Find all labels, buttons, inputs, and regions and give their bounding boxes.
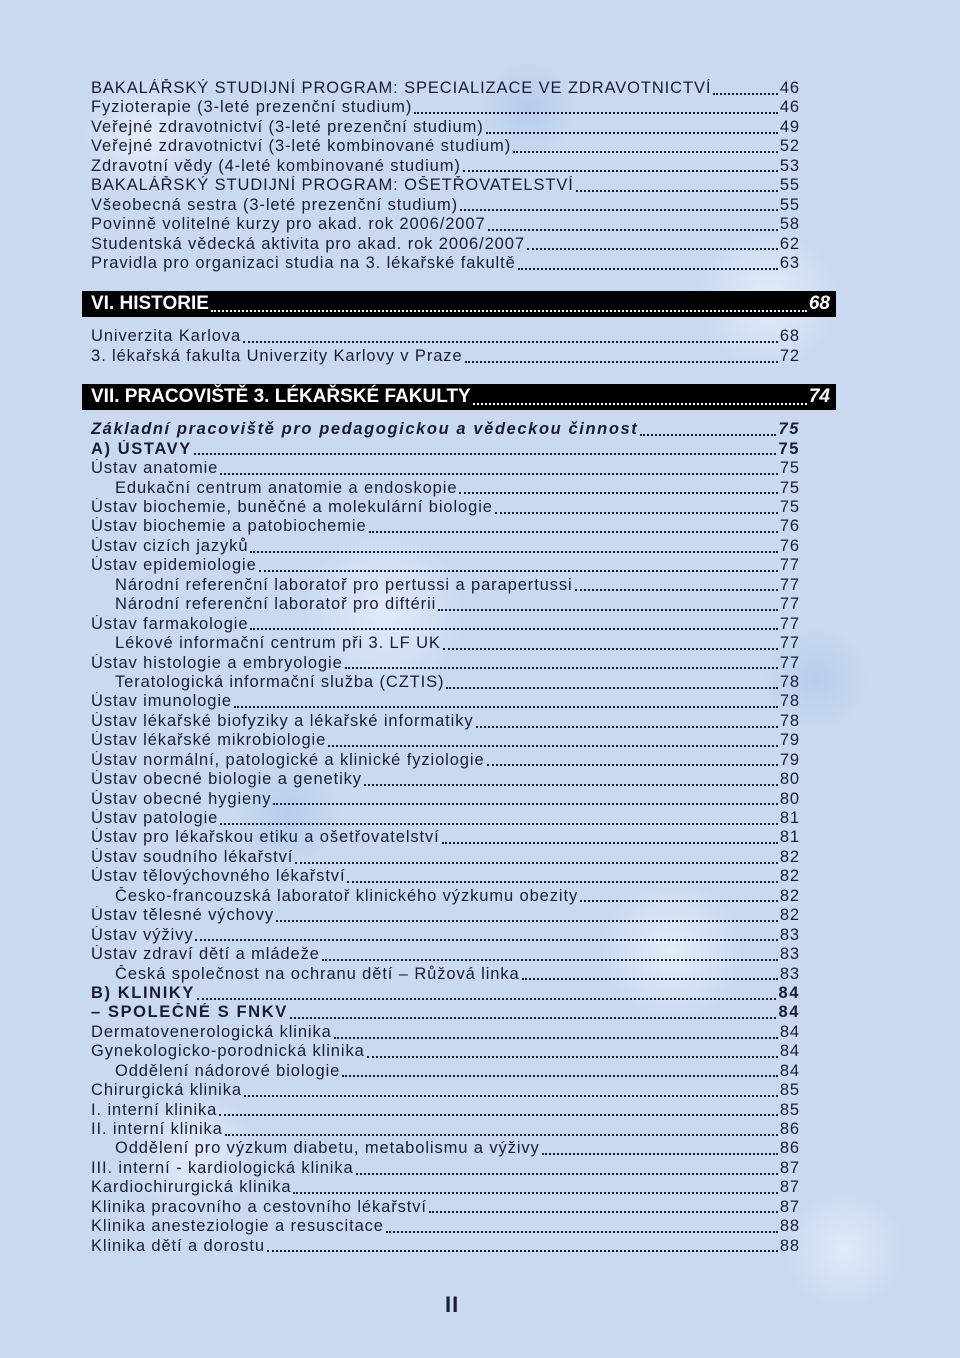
toc-entry-title: Základní pracoviště pro pedagogickou a vědeckou činnost	[91, 420, 639, 439]
toc-entry-title: Ústav biochemie a patobiochemie	[91, 517, 367, 536]
toc-entry-page: 84	[779, 1061, 800, 1080]
toc-entry-title: Zdravotní vědy (4-leté kombinované studium)	[91, 156, 461, 175]
toc-entry[interactable]	[91, 215, 800, 234]
toc-entry[interactable]	[91, 770, 800, 789]
toc-entry-page: 82	[779, 847, 800, 866]
toc-entry-title: Ústav anatomie	[91, 459, 219, 478]
toc-entry[interactable]	[91, 1062, 800, 1081]
dot-leader	[243, 341, 778, 343]
dot-leader	[473, 403, 807, 405]
dot-leader	[234, 706, 778, 708]
toc-entry-title: BAKALÁŘSKÝ STUDIJNÍ PROGRAM: OŠETŘOVATELSTVÍ	[91, 176, 574, 195]
toc-entry[interactable]	[91, 459, 800, 478]
toc-entry-page: 88	[779, 1236, 800, 1255]
section-heading-historie[interactable]	[82, 291, 836, 317]
toc-entry-page: 55	[779, 195, 800, 214]
toc-entry-page: 75	[778, 439, 800, 458]
toc-entry-page: 77	[779, 634, 800, 653]
toc-entry-page: 83	[779, 945, 800, 964]
toc-entry-title: Česko-francouzská laboratoř klinického výzkumu obezity	[115, 886, 579, 905]
toc-entry-page: 58	[779, 215, 800, 234]
toc-entry-title: Klinika anesteziologie a resuscitace	[91, 1217, 384, 1236]
toc-entry[interactable]	[91, 1217, 800, 1236]
toc-entry-page: 75	[779, 498, 800, 516]
dot-leader	[334, 1037, 778, 1039]
toc-entry-page: 83	[779, 925, 800, 944]
toc-entry-page: 79	[779, 731, 800, 750]
toc-group-historie	[91, 327, 800, 366]
toc-entry-page: 55	[779, 176, 800, 195]
toc-entry[interactable]	[91, 1178, 800, 1197]
toc-entry-page: 52	[779, 137, 800, 156]
dot-leader	[486, 132, 778, 134]
toc-entry-title: Ústav pro lékařskou etiku a ošetřovatelství	[91, 828, 440, 847]
toc-entry[interactable]	[91, 731, 800, 750]
toc-entry-title: Povinně volitelné kurzy pro akad. rok 2006/2007	[91, 215, 486, 234]
toc-entry-page: 63	[779, 253, 800, 272]
toc-entry[interactable]	[91, 926, 800, 945]
dot-leader	[290, 1017, 777, 1019]
toc-entry-page: 84	[778, 1003, 800, 1022]
toc-entry-title: Ústav tělesné výchovy	[91, 906, 275, 925]
toc-entry-page: 80	[779, 789, 800, 808]
dot-leader	[518, 268, 778, 270]
dot-leader	[293, 1192, 777, 1194]
toc-entry-title: Ústav patologie	[91, 809, 219, 827]
dot-leader	[443, 648, 778, 650]
toc-entry-title: Gynekologicko-porodnická klinika	[91, 1042, 365, 1061]
toc-entry-title: A) ÚSTAVY	[91, 439, 192, 458]
toc-entry-page: 78	[779, 692, 800, 711]
toc-entry-page: 78	[779, 711, 800, 730]
section-page: 68	[808, 293, 830, 315]
toc-entry-title: Ústav histologie a embryologie	[91, 653, 343, 672]
dot-leader	[463, 170, 778, 172]
dot-leader	[364, 784, 778, 786]
toc-entry-page: 82	[779, 886, 800, 905]
dot-leader	[527, 248, 778, 250]
toc-group-pracoviste	[91, 420, 800, 1256]
dot-leader	[522, 978, 778, 980]
toc-entry-page: 68	[779, 327, 800, 346]
toc-entry-title: Dermatovenerologická klinika	[91, 1022, 332, 1041]
toc-entry-page: 77	[779, 614, 800, 633]
toc-entry-title: Teratologická informační služba (CZTIS)	[115, 672, 445, 691]
toc-entry[interactable]	[91, 1120, 800, 1139]
toc-entry-page: 83	[779, 964, 800, 983]
dot-leader	[429, 1211, 778, 1213]
toc-entry-title: Veřejné zdravotnictví (3-leté prezenční studium)	[91, 117, 484, 136]
toc-entry-page: 84	[779, 1022, 800, 1041]
spacer	[91, 273, 800, 291]
toc-entry-page: 49	[779, 117, 800, 136]
toc-entry-title: Ústav lékařské biofyziky a lékařské informatiky	[91, 711, 474, 730]
toc-entry-page: 53	[779, 156, 800, 175]
toc-entry-title: Ústav zdraví dětí a mládeže	[91, 945, 320, 964]
toc-entry[interactable]	[91, 98, 800, 117]
toc-entry[interactable]	[91, 1042, 800, 1061]
toc-entry[interactable]	[91, 1003, 800, 1022]
toc-entry[interactable]	[91, 1023, 800, 1042]
toc-entry-page: 77	[779, 653, 800, 672]
toc-entry[interactable]	[91, 137, 800, 156]
toc-entry-page: 79	[779, 750, 800, 769]
dot-leader	[369, 531, 778, 533]
toc-entry[interactable]	[91, 867, 800, 886]
toc-entry-page: 46	[779, 79, 800, 97]
toc-entry-title: B) KLINIKY	[91, 983, 195, 1002]
toc-entry-title: Národní referenční laboratoř pro pertussi a parapertussi	[115, 575, 573, 594]
toc-entry[interactable]	[91, 615, 800, 634]
toc-entry-page: 86	[779, 1120, 800, 1138]
section-page: 74	[808, 386, 830, 408]
toc-entry[interactable]	[91, 945, 800, 964]
toc-entry-page: 72	[779, 346, 800, 365]
toc-entry-page: 87	[779, 1197, 800, 1216]
toc-entry-page: 76	[779, 536, 800, 555]
toc-entry[interactable]	[91, 1139, 800, 1158]
toc-entry-page: 81	[779, 809, 800, 827]
toc-entry[interactable]	[91, 79, 800, 98]
toc-entry-title: Ústav soudního lékařství	[91, 847, 294, 866]
dot-leader	[640, 434, 776, 436]
toc-entry[interactable]	[91, 498, 800, 517]
toc-entry[interactable]	[91, 984, 800, 1003]
toc-entry-title: BAKALÁŘSKÝ STUDIJNÍ PROGRAM: SPECIALIZACE VE ZDRAVOTNICTVÍ	[91, 79, 712, 97]
toc-entry-title: Kardiochirurgická klinika	[91, 1178, 292, 1197]
toc-entry-page: 88	[779, 1217, 800, 1236]
toc-entry-title: Ústav výživy	[91, 925, 194, 944]
dot-leader	[219, 1114, 778, 1116]
toc-entry-title: Univerzita Karlova	[91, 327, 242, 346]
toc-entry-title: Pravidla pro organizaci studia na 3. lékařské fakultě	[91, 253, 516, 272]
table-of-contents	[91, 79, 830, 1256]
dot-leader	[195, 939, 777, 941]
toc-entry-page: 86	[779, 1139, 800, 1158]
toc-entry-page: 84	[779, 1042, 800, 1061]
toc-entry-title: Oddělení nádorové biologie	[115, 1061, 341, 1080]
toc-entry-page: 87	[779, 1158, 800, 1177]
toc-entry[interactable]	[91, 420, 800, 439]
toc-entry-title: Lékové informační centrum při 3. LF UK	[115, 634, 441, 653]
toc-entry[interactable]	[91, 440, 800, 459]
toc-entry-title: Edukační centrum anatomie a endoskopie	[115, 478, 458, 497]
dot-leader	[460, 209, 778, 211]
toc-entry[interactable]	[91, 1159, 800, 1178]
dot-leader	[295, 862, 778, 864]
dot-leader	[580, 900, 778, 902]
spacer	[91, 366, 800, 384]
toc-entry[interactable]	[91, 790, 800, 809]
toc-entry[interactable]	[91, 517, 800, 536]
toc-group-study-programs	[91, 79, 800, 273]
toc-entry[interactable]	[91, 809, 800, 828]
toc-entry[interactable]	[91, 1101, 800, 1120]
toc-entry[interactable]	[91, 537, 800, 556]
toc-entry-title: Ústav normální, patologické a klinické fyziologie	[91, 750, 485, 769]
toc-entry-title: Chirurgická klinika	[91, 1081, 242, 1100]
toc-entry-page: 80	[779, 770, 800, 789]
toc-entry[interactable]	[91, 828, 800, 847]
toc-entry-page: 81	[779, 828, 800, 847]
toc-entry[interactable]	[91, 254, 800, 273]
dot-leader	[476, 726, 778, 728]
dot-leader	[438, 609, 778, 611]
toc-entry[interactable]	[91, 576, 800, 595]
dot-leader	[465, 361, 778, 363]
spacer	[91, 317, 800, 327]
toc-entry[interactable]	[91, 176, 800, 195]
dot-leader	[495, 512, 778, 514]
toc-entry-title: Česká společnost na ochranu dětí – Růžová linka	[115, 964, 520, 983]
toc-entry[interactable]	[91, 634, 800, 653]
toc-entry-page: 77	[779, 575, 800, 594]
dot-leader	[250, 628, 777, 630]
dot-leader	[244, 1095, 778, 1097]
toc-entry-title: III. interní - kardiologická klinika	[91, 1158, 354, 1177]
dot-leader	[220, 823, 778, 825]
dot-leader	[414, 112, 778, 114]
toc-entry[interactable]	[91, 556, 800, 575]
dot-leader	[273, 803, 777, 805]
dot-leader	[575, 589, 778, 591]
toc-entry-title: Ústav obecné biologie a genetiky	[91, 770, 362, 789]
dot-leader	[322, 959, 778, 961]
toc-entry[interactable]	[91, 327, 800, 346]
dot-leader	[220, 473, 778, 475]
dot-leader	[267, 1250, 778, 1252]
dot-leader	[342, 1075, 778, 1077]
dot-leader	[713, 93, 778, 95]
toc-entry[interactable]	[91, 887, 800, 906]
dot-leader	[328, 745, 778, 747]
toc-entry[interactable]	[91, 347, 800, 366]
dot-leader	[356, 1173, 778, 1175]
toc-entry-page: 46	[779, 98, 800, 117]
toc-entry[interactable]	[91, 692, 800, 711]
toc-entry-title: Oddělení pro výzkum diabetu, metabolismu a výživy	[115, 1139, 540, 1158]
toc-entry-page: 84	[778, 983, 800, 1002]
dot-leader	[225, 1134, 778, 1136]
dot-leader	[386, 1231, 778, 1233]
toc-entry-page: 85	[779, 1081, 800, 1100]
toc-entry-page: 77	[779, 595, 800, 614]
toc-entry[interactable]	[91, 751, 800, 770]
toc-entry-title: Ústav imunologie	[91, 692, 232, 711]
toc-entry-title: Ústav epidemiologie	[91, 556, 257, 575]
toc-entry[interactable]	[91, 595, 800, 614]
dot-leader	[197, 998, 776, 1000]
toc-entry-title: II. interní klinika	[91, 1120, 223, 1138]
dot-leader	[367, 1056, 778, 1058]
toc-entry-title: Národní referenční laboratoř pro diftérii	[115, 595, 437, 614]
toc-entry-title: 3. lékařská fakulta Univerzity Karlovy v Praze	[91, 346, 463, 365]
toc-entry-title: Fyzioterapie (3-leté prezenční studium)	[91, 98, 413, 117]
toc-entry[interactable]	[91, 196, 800, 215]
dot-leader	[487, 764, 778, 766]
toc-entry-title: Studentská vědecká aktivita pro akad. rok 2006/2007	[91, 234, 525, 253]
dot-leader	[576, 190, 778, 192]
toc-entry[interactable]	[91, 1198, 800, 1217]
toc-entry-title: Ústav tělovýchovného lékařství	[91, 867, 346, 886]
toc-entry-page: 75	[778, 420, 800, 439]
dot-leader	[446, 687, 777, 689]
dot-leader	[513, 151, 778, 153]
page-number: II	[445, 1292, 460, 1317]
toc-entry-title: Klinika dětí a dorostu	[91, 1236, 265, 1255]
toc-entry-page: 82	[779, 867, 800, 886]
toc-entry[interactable]	[91, 479, 800, 498]
toc-entry[interactable]	[91, 654, 800, 673]
toc-entry[interactable]	[91, 118, 800, 137]
toc-entry-title: Klinika pracovního a cestovního lékařství	[91, 1197, 427, 1216]
section-title: VII. PRACOVIŠTĚ 3. LÉKAŘSKÉ FAKULTY	[91, 386, 471, 408]
dot-leader	[542, 1153, 778, 1155]
dot-leader	[194, 453, 777, 455]
toc-entry[interactable]	[91, 157, 800, 176]
toc-entry-title: – SPOLEČNÉ S FNKV	[91, 1003, 288, 1022]
dot-leader	[442, 842, 778, 844]
toc-entry-page: 82	[779, 906, 800, 925]
toc-entry-title: Ústav obecné hygieny	[91, 789, 272, 808]
dot-leader	[488, 229, 778, 231]
toc-entry-title: Ústav lékařské mikrobiologie	[91, 731, 327, 750]
toc-entry[interactable]	[91, 1237, 800, 1256]
section-title: VI. HISTORIE	[91, 293, 209, 315]
toc-entry-page: 78	[779, 672, 800, 691]
spacer	[91, 410, 800, 420]
dot-leader	[345, 667, 778, 669]
toc-entry[interactable]	[91, 1081, 800, 1100]
toc-entry[interactable]	[91, 235, 800, 254]
dot-leader	[259, 570, 778, 572]
toc-entry-title: Ústav farmakologie	[91, 614, 249, 633]
toc-entry[interactable]	[91, 673, 800, 692]
toc-entry-page: 75	[779, 459, 800, 478]
toc-entry-title: Všeobecná sestra (3-leté prezenční studium)	[91, 195, 459, 214]
toc-entry[interactable]	[91, 848, 800, 867]
toc-entry-page: 76	[779, 517, 800, 536]
toc-entry-title: Veřejné zdravotnictví (3-leté kombinované studium)	[91, 137, 512, 156]
toc-entry[interactable]	[91, 712, 800, 731]
dot-leader	[459, 492, 777, 494]
section-heading-pracoviste[interactable]	[82, 384, 836, 410]
dot-leader	[211, 310, 807, 312]
toc-entry-page: 85	[779, 1100, 800, 1119]
toc-entry-title: Ústav biochemie, buněčné a molekulární biologie	[91, 498, 493, 516]
toc-entry-title: Ústav cizích jazyků	[91, 536, 249, 555]
toc-entry-title: I. interní klinika	[91, 1100, 218, 1119]
toc-entry-page: 77	[779, 556, 800, 575]
dot-leader	[250, 551, 777, 553]
toc-entry-page: 87	[779, 1178, 800, 1197]
toc-entry-page: 75	[779, 478, 800, 497]
dot-leader	[276, 920, 778, 922]
toc-entry-page: 62	[779, 234, 800, 253]
toc-entry[interactable]	[91, 965, 800, 984]
toc-entry[interactable]	[91, 906, 800, 925]
dot-leader	[347, 881, 777, 883]
